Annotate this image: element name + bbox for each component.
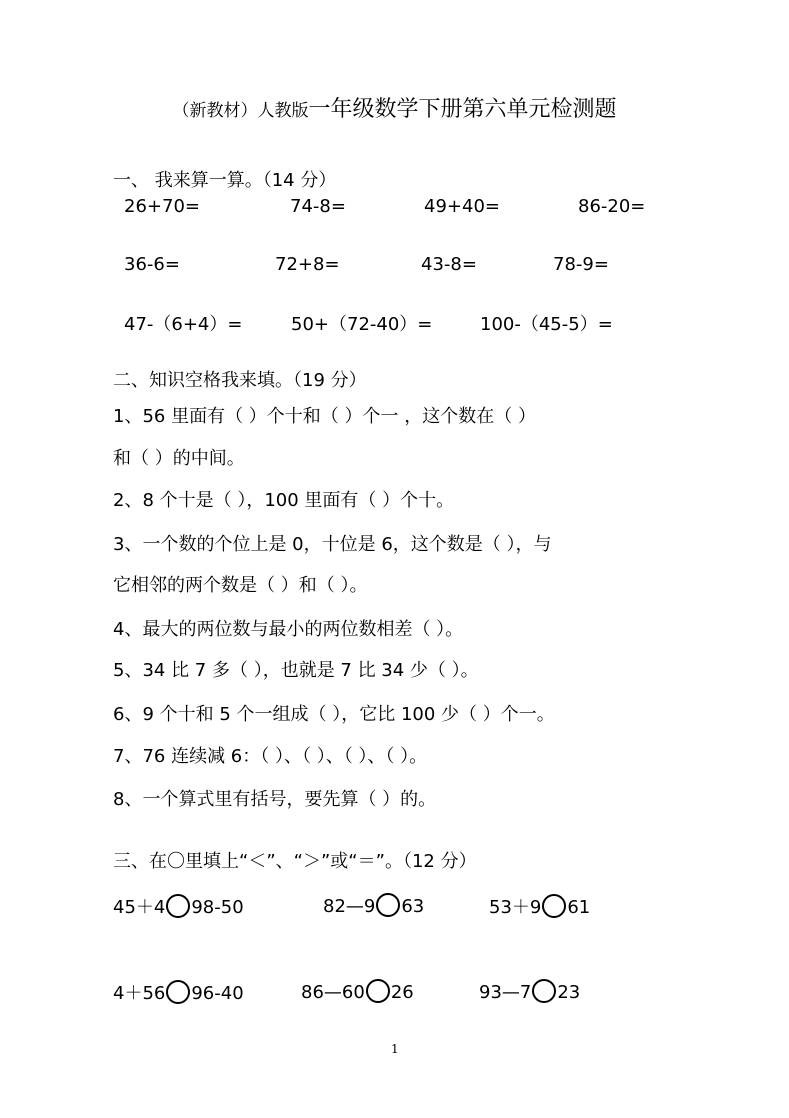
fill-question: 6、9 个十和 5 个一组成（ ），它比 100 少（ ）个一。 [113,704,555,725]
answer-circle-icon[interactable] [166,980,190,1004]
fill-question: 3、一个数的个位上是 0，十位是 6，这个数是（ ），与 [113,534,552,555]
fill-question: 4、最大的两位数与最小的两位数相差（ ）。 [113,619,464,640]
fill-question: 2、8 个十是（ ），100 里面有（ ）个十。 [113,490,455,511]
page-number: 1 [391,1042,399,1056]
compare-left: 45＋4 [113,897,166,918]
calc-item: 50+（72-40）= [291,314,433,335]
compare-right: 63 [401,896,425,917]
page-title [0,92,789,123]
compare-right: 26 [390,982,414,1003]
compare-item [301,979,414,1003]
title-main: 一年级数学下册第六单元检测题 [308,97,617,122]
compare-right: 96-40 [191,983,244,1004]
section1-heading: 一、 我来算一算。（14 分） [113,170,337,191]
compare-left: 4＋56 [113,983,166,1004]
section2-heading: 二、知识空格我来填。（19 分） [113,370,367,391]
answer-circle-icon[interactable] [366,979,390,1003]
calc-item: 86-20= [578,196,646,217]
answer-circle-icon[interactable] [166,894,190,918]
calc-item: 74-8= [290,196,346,217]
title-prefix: （新教材）人教版 [172,101,309,121]
compare-item [323,893,424,917]
compare-left: 82—9 [323,896,376,917]
fill-question: 它相邻的两个数是（ ）和（ ）。 [113,575,368,596]
calc-item: 26+70= [124,196,200,217]
compare-left: 86—60 [301,982,365,1003]
calc-item: 36-6= [124,254,180,275]
calc-item: 43-8= [421,254,477,275]
answer-circle-icon[interactable] [376,893,400,917]
fill-question: 5、34 比 7 多（ ），也就是 7 比 34 少（ ）。 [113,660,479,681]
compare-right: 61 [567,897,591,918]
calc-item: 49+40= [424,196,500,217]
calc-item: 47-（6+4）= [124,314,243,335]
fill-question: 8、一个算式里有括号，要先算（ ）的。 [113,789,437,810]
fill-question: 和（ ）的中间。 [113,448,245,469]
fill-question: 1、56 里面有（ ）个十和（ ）个一 ，这个数在（ ） [113,406,536,427]
calc-item: 100-（45-5）= [480,314,613,335]
calc-item: 78-9= [553,254,609,275]
answer-circle-icon[interactable] [532,979,556,1003]
compare-left: 53＋9 [489,897,542,918]
fill-question: 7、76 连续减 6：（ ）、（ ）、（ ）、（ ）。 [113,746,428,767]
section3-heading: 三、在〇里填上“＜”、“＞”或“＝”。（12 分） [113,851,477,872]
compare-left: 93—7 [479,982,532,1003]
compare-item [113,979,244,1005]
compare-item [489,893,590,919]
compare-item [113,893,244,919]
calc-item: 72+8= [275,254,340,275]
answer-circle-icon[interactable] [542,894,566,918]
compare-right: 98-50 [191,897,244,918]
compare-right: 23 [557,982,581,1003]
compare-item [479,979,580,1003]
